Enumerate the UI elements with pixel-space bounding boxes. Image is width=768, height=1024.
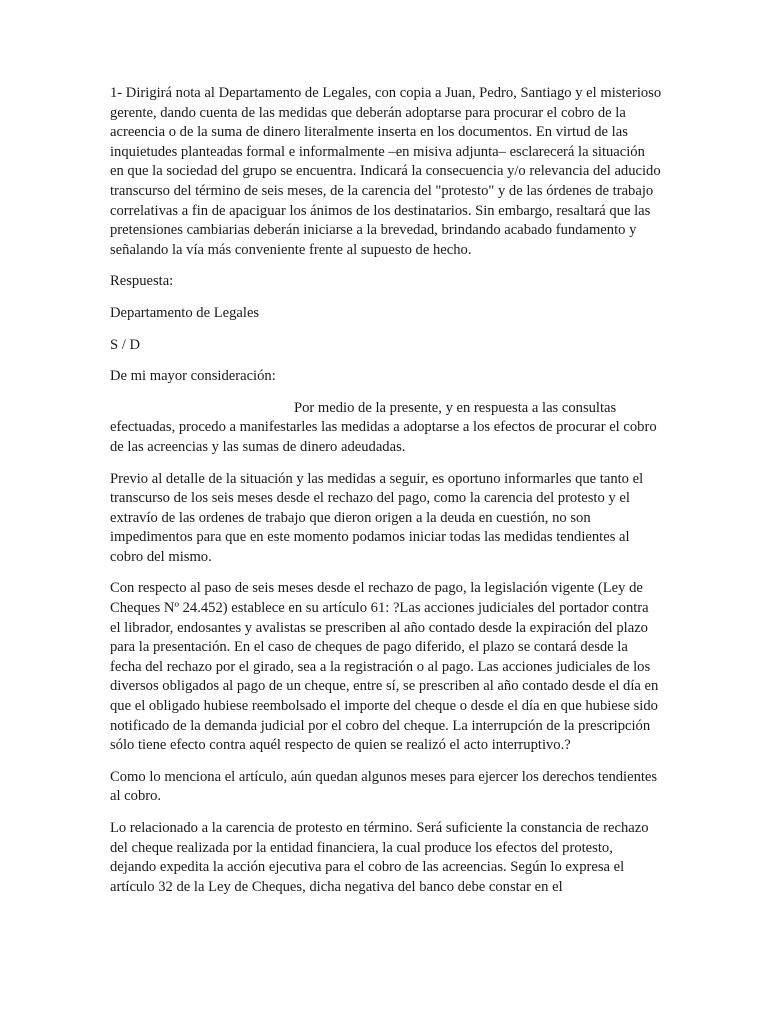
sd-line: S / D — [110, 336, 141, 353]
intro-paragraph-lead: Por medio de la presente, y en respuesta a las consultas — [294, 399, 617, 416]
intro-paragraph — [110, 399, 662, 458]
response-heading: Respuesta: — [110, 273, 174, 290]
addressee: Departamento de Legales — [110, 304, 260, 321]
salutation: De mi mayor consideración: — [110, 368, 276, 385]
article-comment-paragraph: Como lo menciona el artículo, aún quedan algunos meses para ejercer los derechos tendientes al cobro. — [110, 768, 658, 805]
protest-paragraph: Lo relacionado a la carencia de protesto en término. Será suficiente la constancia de rechazo del cheque realizada por la entidad financiera, la cual produce los efectos del protesto, dejando expedita la acción ejecutiva para el cobro de las acreencias. Según lo expresa el artículo 32 de la Ley de Cheques, dicha negativa del banco debe constar en el — [110, 820, 649, 895]
instruction-paragraph: 1- Dirigirá nota al Departamento de Legales, con copia a Juan, Pedro, Santiago y el misterioso gerente, dando cuenta de las medidas que deberán adoptarse para procurar el cobro de la acreencia o de la suma de dinero literalmente inserta en los documentos. En virtud de las inquietudes planteadas formal e informalmente –en misiva adjunta– esclarecerá la situación en que la sociedad del grupo se encuentra. Indicará la consecuencia y/o relevancia del aducido transcurso del término de seis meses, de la carencia del "protesto" y de las órdenes de trabajo correlativas a fin de apaciguar los ánimos de los destinatarios. Sin embargo, resaltará que las pretensiones cambiarias deberán iniciarse a la brevedad, brindando acabado fundamento y señalando la vía más conveniente frente al supuesto de hecho. — [110, 85, 662, 258]
intro-paragraph-rest: efectuadas, procedo a manifestarles las medidas a adoptarse a los efectos de procurar el cobro de las acreencias y las sumas de dinero adeudadas. — [110, 419, 657, 455]
context-paragraph: Previo al detalle de la situación y las medidas a seguir, es oportuno informarles que tanto el transcurso de los seis meses desde el rechazo del pago, como la carencia del protesto y el extravío de las ordenes de trabajo que dieron origen a la deuda en cuestión, no son impedimentos para que en este momento podamos iniciar todas las medidas tendientes al cobro del mismo. — [110, 470, 644, 565]
legislation-paragraph: Con respecto al paso de seis meses desde el rechazo de pago, la legislación vigente (Ley de Cheques Nº 24.452) establece en su artículo 61: ?Las acciones judiciales del portador contra el librador, endosantes y avalistas se prescriben al año contado desde la expiración del plazo para la presentación. En el caso de cheques de pago diferido, el plazo se contará desde la fecha del rechazo por el girado, sea a la registración o al pago. Las acciones judiciales de los diversos obligados al pago de un cheque, entre sí, se prescriben al año contado desde el día en que el obligado hubiese reembolsado el importe del cheque o desde el día en que hubiese sido notificado de la demanda judicial por el cobro del cheque. La interrupción de la prescripción sólo tiene efecto contra aquél respecto de quien se realizó el acto interruptivo.? — [110, 580, 659, 754]
document-page — [110, 84, 662, 909]
